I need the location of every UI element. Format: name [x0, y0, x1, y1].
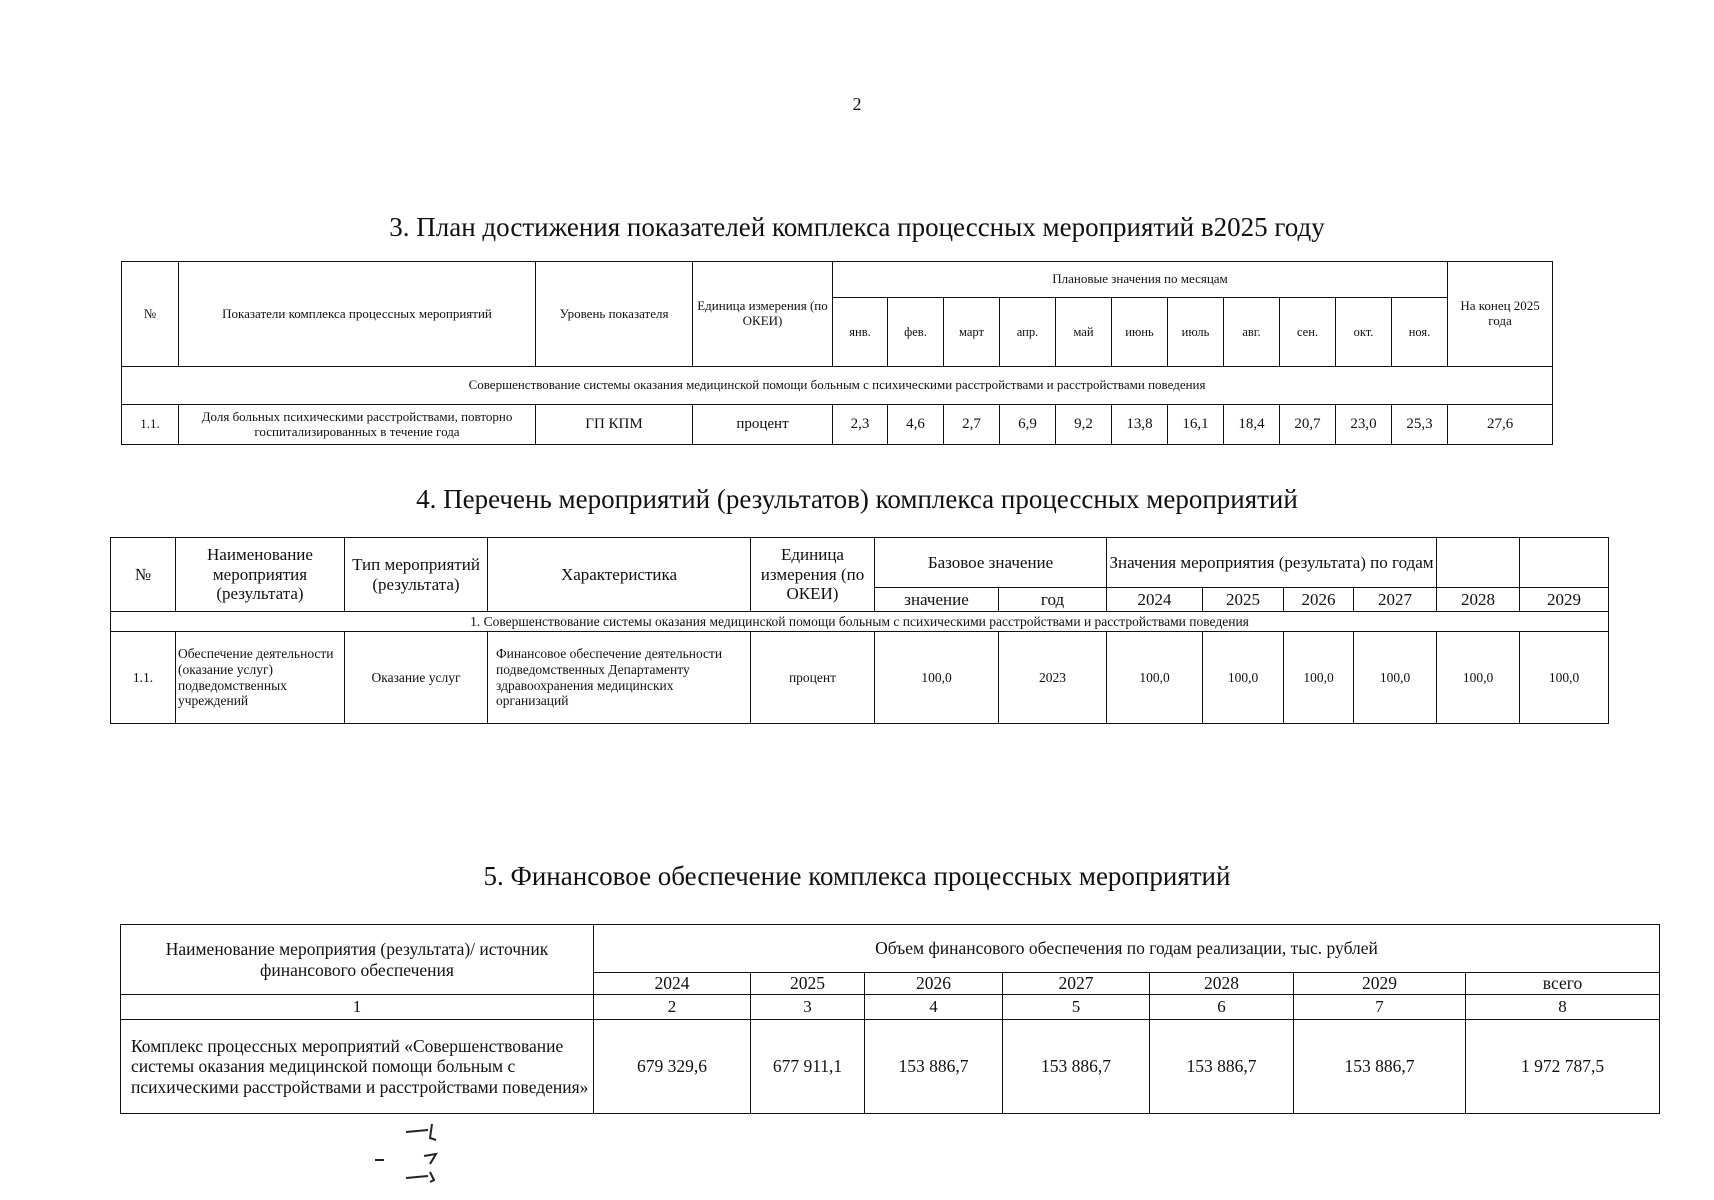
column-number: 6 — [1150, 995, 1294, 1020]
header-unit: Единица измерения (по ОКЕИ) — [751, 538, 875, 612]
header-indicator: Показатели комплекса процессных мероприятий — [179, 262, 536, 367]
row-name: Обеспечение деятельности (оказание услуг) подведомственных учреждений — [176, 632, 345, 724]
year-value: 677 911,1 — [751, 1020, 865, 1114]
header-base-value: значение — [875, 588, 999, 612]
month-header: июнь — [1112, 298, 1168, 367]
month-value: 18,4 — [1224, 405, 1280, 445]
year-value: 100,0 — [1107, 632, 1203, 724]
month-value: 13,8 — [1112, 405, 1168, 445]
column-number: 7 — [1294, 995, 1466, 1020]
signature-scribble — [370, 1120, 460, 1190]
month-value: 25,3 — [1392, 405, 1448, 445]
section4-table — [110, 537, 1609, 724]
year-value: 679 329,6 — [594, 1020, 751, 1114]
month-header: сен. — [1280, 298, 1336, 367]
month-value: 2,3 — [833, 405, 888, 445]
year-value: 100,0 — [1203, 632, 1284, 724]
month-value: 6,9 — [1000, 405, 1056, 445]
section5-table — [120, 924, 1660, 1114]
row-indicator: Доля больных психическими расстройствами, повторно госпитализированных в течение года — [179, 405, 536, 445]
header-blank — [1520, 538, 1609, 588]
header-by-years: Значения мероприятия (результата) по годам — [1107, 538, 1437, 588]
year-value: 153 886,7 — [865, 1020, 1003, 1114]
year-header: 2027 — [1354, 588, 1437, 612]
header-name: Наименование мероприятия (результата)/ источник финансового обеспечения — [121, 925, 594, 995]
year-header: 2028 — [1437, 588, 1520, 612]
month-header: янв. — [833, 298, 888, 367]
header-num: № — [122, 262, 179, 367]
row-total: 1 972 787,5 — [1466, 1020, 1660, 1114]
header-num: № — [111, 538, 176, 612]
year-header: 2024 — [1107, 588, 1203, 612]
year-header: 2025 — [751, 973, 865, 995]
year-value: 153 886,7 — [1294, 1020, 1466, 1114]
header-level: Уровень показателя — [536, 262, 693, 367]
header-type: Тип мероприятий (результата) — [345, 538, 488, 612]
header-base: Базовое значение — [875, 538, 1107, 588]
month-header: окт. — [1336, 298, 1392, 367]
row-level: ГП КПМ — [536, 405, 693, 445]
column-number: 3 — [751, 995, 865, 1020]
section4-title: 4. Перечень мероприятий (результатов) комплекса процессных мероприятий — [416, 484, 1298, 514]
year-header: 2026 — [865, 973, 1003, 995]
page-number: 2 — [852, 94, 862, 114]
month-header: фев. — [888, 298, 944, 367]
column-number: 1 — [121, 995, 594, 1020]
header-monthly: Плановые значения по месяцам — [833, 262, 1448, 298]
header-name: Наименование мероприятия (результата) — [176, 538, 345, 612]
group-title: 1. Совершенствование системы оказания медицинской помощи больным с психическими расстройствами и расстройствами поведения — [111, 612, 1609, 632]
year-value: 153 886,7 — [1150, 1020, 1294, 1114]
row-type: Оказание услуг — [345, 632, 488, 724]
year-header: 2024 — [594, 973, 751, 995]
section5-title: 5. Финансовое обеспечение комплекса процессных мероприятий — [483, 861, 1231, 891]
year-header: 2029 — [1520, 588, 1609, 612]
column-number: 5 — [1003, 995, 1150, 1020]
row-year-end: 27,6 — [1448, 405, 1553, 445]
header-characteristic: Характеристика — [488, 538, 751, 612]
month-header: ноя. — [1392, 298, 1448, 367]
year-header: 2028 — [1150, 973, 1294, 995]
header-total: всего — [1466, 973, 1660, 995]
header-unit: Единица измерения (по ОКЕИ) — [693, 262, 833, 367]
column-number: 4 — [865, 995, 1003, 1020]
month-header: апр. — [1000, 298, 1056, 367]
month-value: 2,7 — [944, 405, 1000, 445]
row-unit: процент — [693, 405, 833, 445]
row-base-year: 2023 — [999, 632, 1107, 724]
year-header: 2029 — [1294, 973, 1466, 995]
year-header: 2026 — [1284, 588, 1354, 612]
row-name: Комплекс процессных мероприятий «Совершенствование системы оказания медицинской помощи больным с психическими расстройствами и расстройствами поведения» — [121, 1020, 594, 1114]
header-base-year: год — [999, 588, 1107, 612]
row-base-value: 100,0 — [875, 632, 999, 724]
group-title: Совершенствование системы оказания медицинской помощи больным с психическими расстройствами и расстройствами поведения — [122, 367, 1553, 405]
month-value: 16,1 — [1168, 405, 1224, 445]
section3-table — [121, 261, 1553, 445]
row-unit: процент — [751, 632, 875, 724]
month-header: март — [944, 298, 1000, 367]
row-num: 1.1. — [122, 405, 179, 445]
month-header: июль — [1168, 298, 1224, 367]
year-value: 100,0 — [1354, 632, 1437, 724]
year-value: 100,0 — [1437, 632, 1520, 724]
month-value: 23,0 — [1336, 405, 1392, 445]
column-number: 8 — [1466, 995, 1660, 1020]
column-number: 2 — [594, 995, 751, 1020]
row-num: 1.1. — [111, 632, 176, 724]
year-header: 2027 — [1003, 973, 1150, 995]
row-characteristic: Финансовое обеспечение деятельности подведомственных Департаменту здравоохранения медицинских организаций — [488, 632, 751, 724]
header-year-end: На конец 2025 года — [1448, 262, 1553, 367]
header-volume: Объем финансового обеспечения по годам реализации, тыс. рублей — [594, 925, 1660, 973]
section3-title: 3. План достижения показателей комплекса процессных мероприятий в2025 году — [389, 212, 1325, 242]
month-header: май — [1056, 298, 1112, 367]
year-header: 2025 — [1203, 588, 1284, 612]
month-value: 20,7 — [1280, 405, 1336, 445]
year-value: 100,0 — [1520, 632, 1609, 724]
year-value: 153 886,7 — [1003, 1020, 1150, 1114]
month-value: 9,2 — [1056, 405, 1112, 445]
header-blank — [1437, 538, 1520, 588]
month-header: авг. — [1224, 298, 1280, 367]
month-value: 4,6 — [888, 405, 944, 445]
year-value: 100,0 — [1284, 632, 1354, 724]
